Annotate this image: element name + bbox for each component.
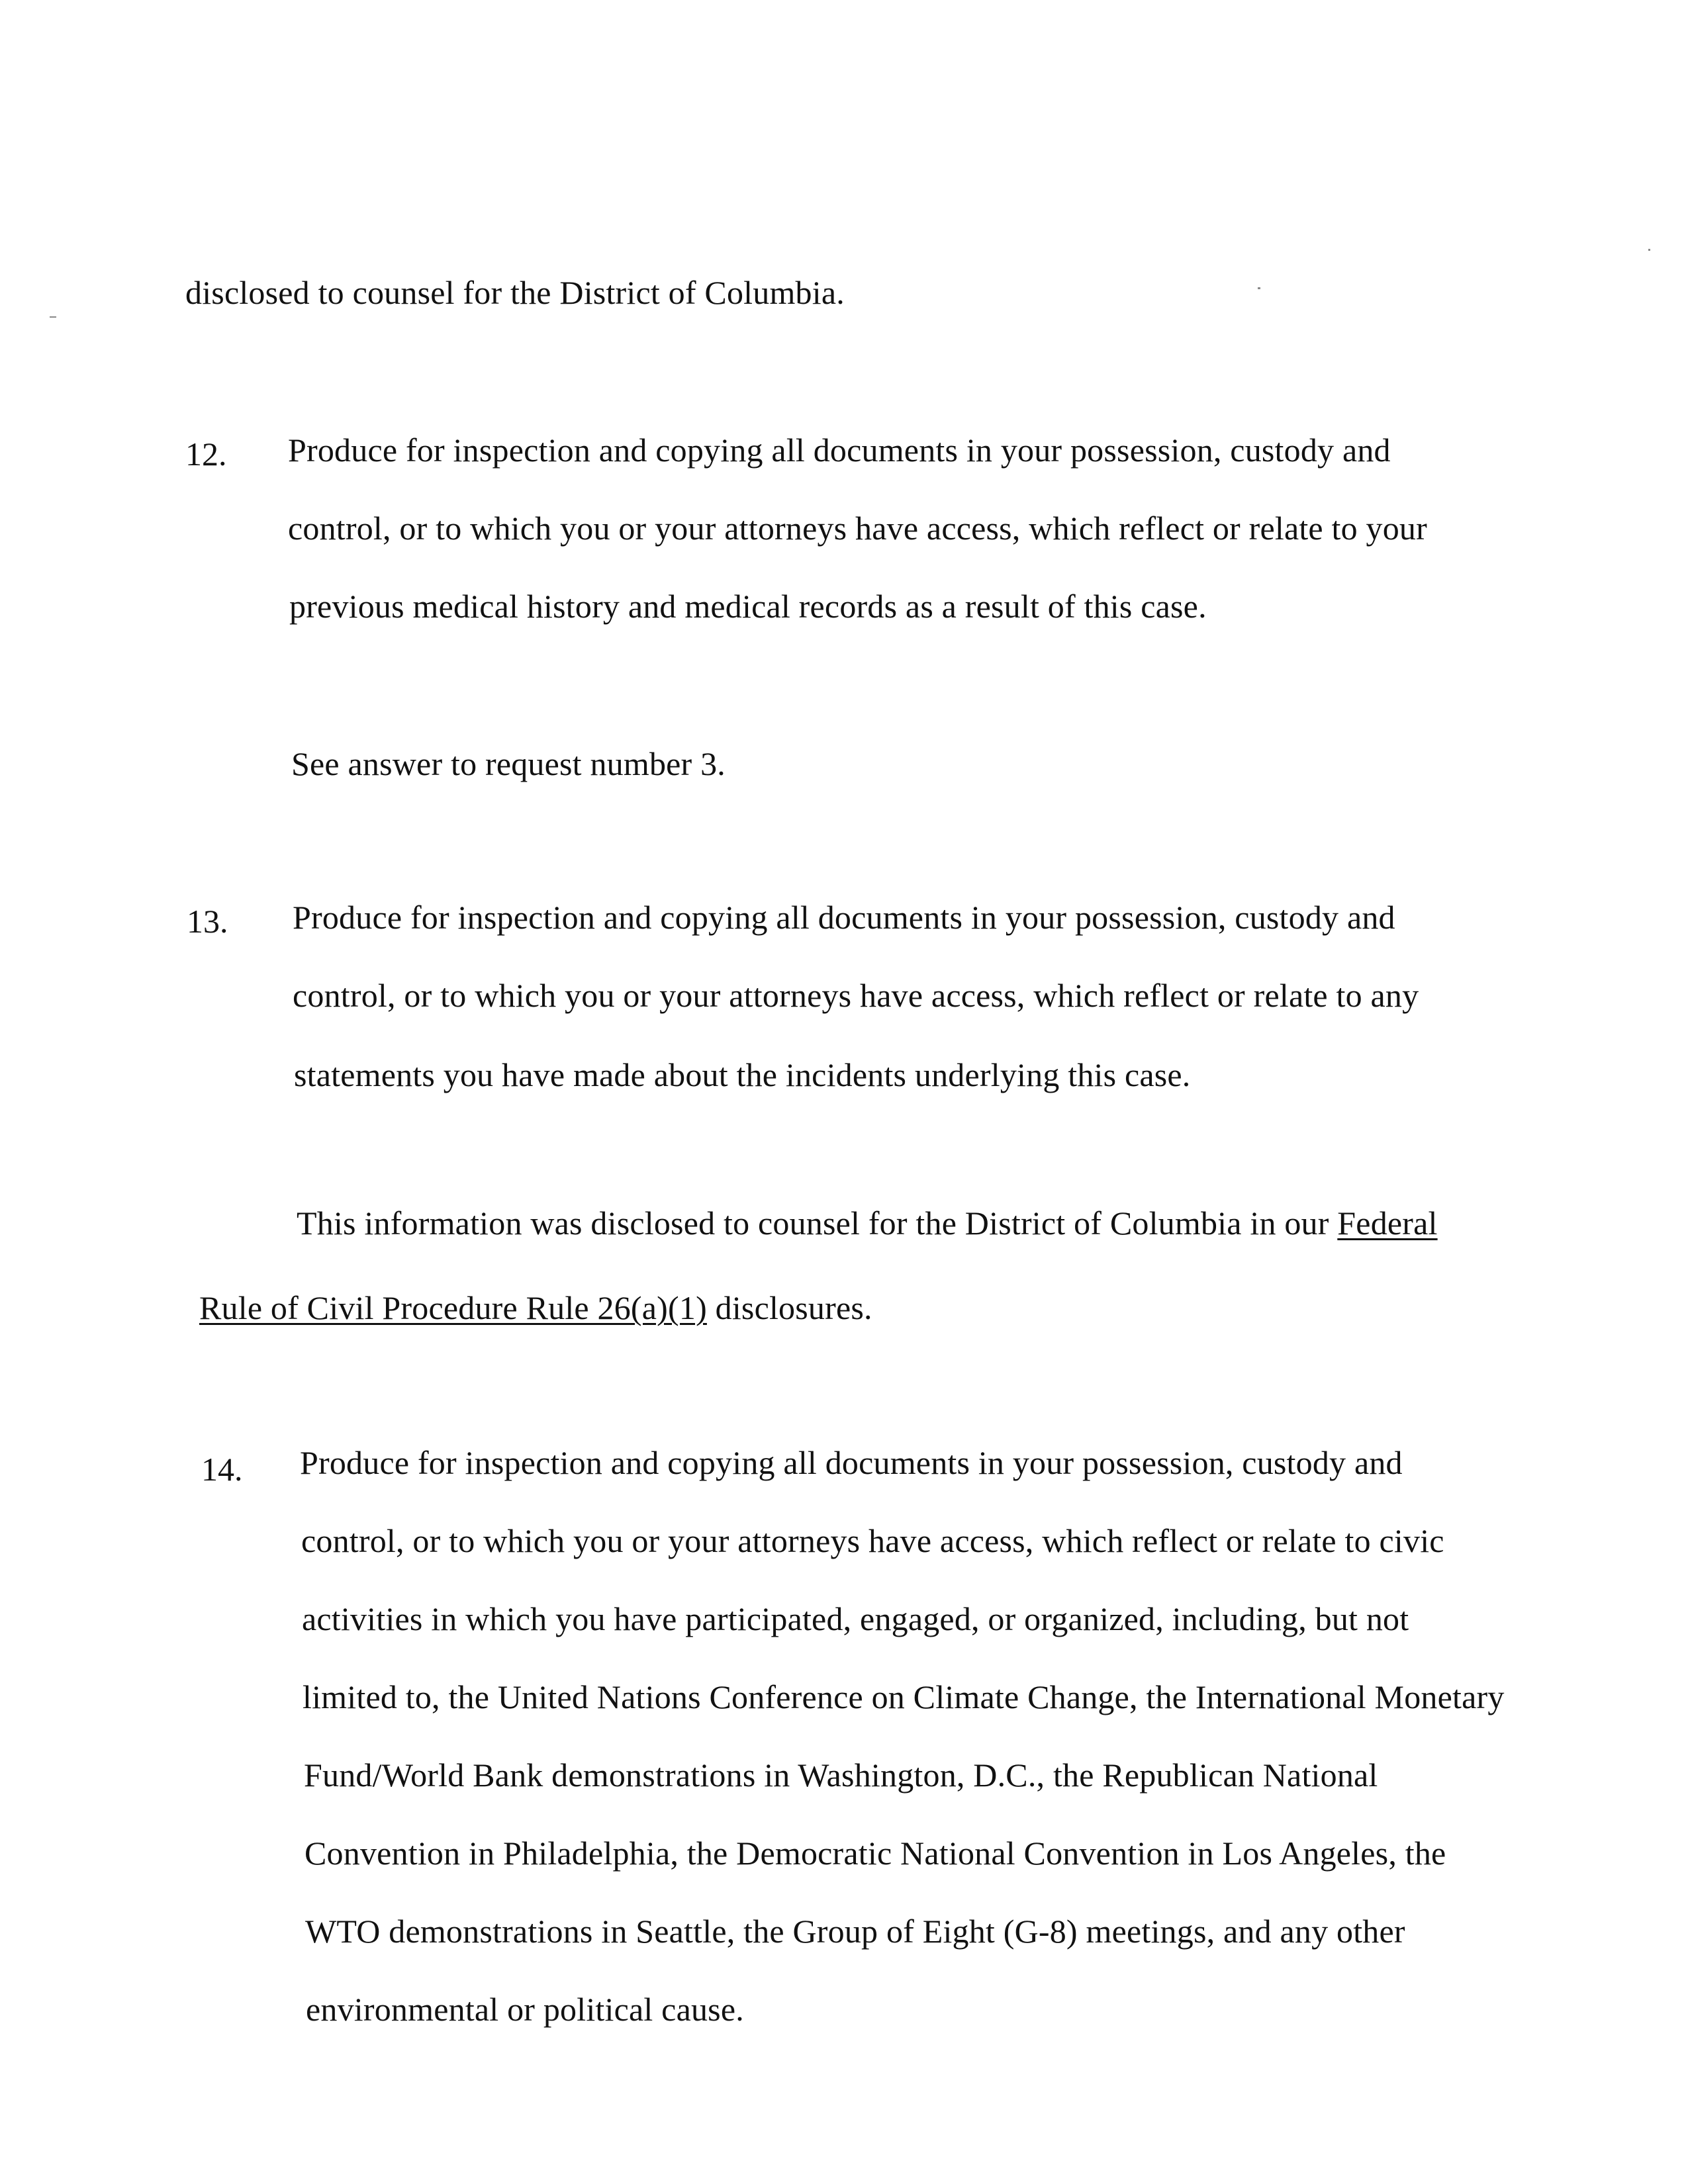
continuation-text: disclosed to counsel for the District of Columbia.	[185, 274, 845, 311]
request-text-line: control, or to which you or your attorneys have access, which reflect or relate to your	[288, 510, 1427, 547]
request-number: 12.	[185, 435, 227, 473]
response-text-line	[199, 1288, 872, 1328]
response-text: See answer to request number 3.	[291, 745, 726, 782]
response-text: This information was disclosed to counsel for the District of Columbia in our	[297, 1205, 1338, 1242]
request-text-line: statements you have made about the incidents underlying this case.	[294, 1056, 1191, 1093]
request-text-line: control, or to which you or your attorneys have access, which reflect or relate to any	[293, 977, 1419, 1014]
rule-citation-underlined: Rule of Civil Procedure Rule 26(a)(1)	[199, 1289, 707, 1326]
request-text-line: environmental or political cause.	[306, 1991, 744, 2028]
request-text-line: Produce for inspection and copying all documents in your possession, custody and	[288, 432, 1391, 469]
request-text-line: previous medical history and medical records as a result of this case.	[289, 588, 1207, 625]
rule-citation-underlined: Federal	[1337, 1205, 1438, 1242]
request-text-line: Convention in Philadelphia, the Democratic National Convention in Los Angeles, the	[305, 1835, 1446, 1872]
request-text-line: Fund/World Bank demonstrations in Washington, D.C., the Republican National	[304, 1756, 1378, 1794]
scan-speck	[1258, 287, 1260, 289]
request-text-line: Produce for inspection and copying all documents in your possession, custody and	[293, 899, 1395, 936]
request-text-line: limited to, the United Nations Conference on Climate Change, the International Monetary	[303, 1678, 1505, 1715]
request-text-line: Produce for inspection and copying all documents in your possession, custody and	[300, 1444, 1403, 1481]
request-text-line: WTO demonstrations in Seattle, the Group of Eight (G-8) meetings, and any other	[305, 1913, 1405, 1950]
response-text-line	[297, 1203, 1438, 1243]
request-text-line: control, or to which you or your attorneys have access, which reflect or relate to civic	[301, 1522, 1444, 1559]
request-number: 14.	[201, 1451, 243, 1488]
request-text-line: activities in which you have participated, engaged, or organized, including, but not	[302, 1600, 1409, 1637]
scan-speck	[50, 316, 56, 318]
request-number: 13.	[187, 903, 228, 940]
scan-speck	[1648, 249, 1650, 251]
response-text: disclosures.	[706, 1289, 872, 1326]
